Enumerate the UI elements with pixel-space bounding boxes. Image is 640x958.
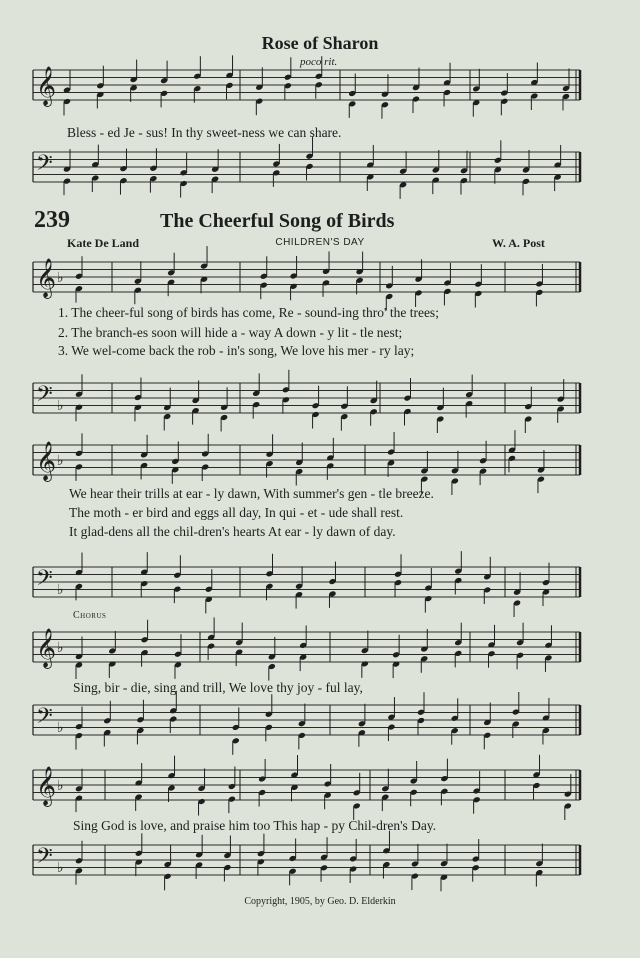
composer: W. A. Post: [492, 236, 545, 250]
treble-clef-icon: 𝄞: [36, 766, 57, 806]
flat-icon: ♭: [57, 720, 64, 736]
bass-clef-icon: 𝄢: [36, 704, 53, 734]
flat-icon: ♭: [57, 453, 64, 469]
hymn-title: The Cheerful Song of Birds: [160, 210, 395, 232]
prev-hymn-lyric: Bless - ed Je - sus! In thy sweet-ness we can share.: [67, 125, 342, 140]
treble-clef-icon: 𝄞: [36, 66, 57, 106]
verse-1-line-1: 1. The cheer-ful song of birds has come, Re - sound-ing thro' the trees;: [58, 305, 439, 320]
treble-clef-icon: 𝄞: [36, 258, 57, 298]
tempo-marking: poco rit.: [300, 56, 338, 68]
bass-clef-icon: 𝄢: [36, 844, 53, 874]
bass-clef-icon: 𝄢: [36, 151, 53, 181]
chorus-line-1: Sing, bir - die, sing and trill, We love thy joy - ful lay,: [73, 680, 363, 695]
verse-3-line-2: It glad-dens all the chil-dren's hearts At ear - ly dawn of day.: [69, 524, 396, 539]
hymn-number: 239: [34, 207, 70, 233]
verse-2-line-2: The moth - er bird and eggs all day, In qui - et - ude shall rest.: [69, 505, 404, 520]
verse-3-line-1: 3. We wel-come back the rob - in's song, We love his mer - ry lay;: [58, 343, 415, 358]
flat-icon: ♭: [57, 270, 64, 286]
occasion-label: CHILDREN'S DAY: [275, 237, 365, 248]
chorus-line-2: Sing God is love, and praise him too This hap - py Chil-dren's Day.: [73, 818, 437, 833]
chorus-label: Chorus: [73, 610, 107, 621]
bass-clef-icon: 𝄢: [36, 566, 53, 596]
treble-clef-icon: 𝄞: [36, 628, 57, 668]
flat-icon: ♭: [57, 778, 64, 794]
flat-icon: ♭: [57, 398, 64, 414]
verse-2-line-1: 2. The branch-es soon will hide a - way A down - y lit - tle nest;: [58, 325, 403, 340]
flat-icon: ♭: [57, 582, 64, 598]
lyricist: Kate De Land: [67, 236, 139, 250]
flat-icon: ♭: [57, 640, 64, 656]
copyright-notice: Copyright, 1905, by Geo. D. Elderkin: [244, 896, 396, 907]
verse-1-line-2: We hear their trills at ear - ly dawn, With summer's gen - tle breeze.: [69, 486, 434, 501]
treble-clef-icon: 𝄞: [36, 441, 57, 481]
flat-icon: ♭: [57, 860, 64, 876]
prev-hymn-title: Rose of Sharon: [261, 33, 379, 53]
bass-clef-icon: 𝄢: [36, 382, 53, 412]
